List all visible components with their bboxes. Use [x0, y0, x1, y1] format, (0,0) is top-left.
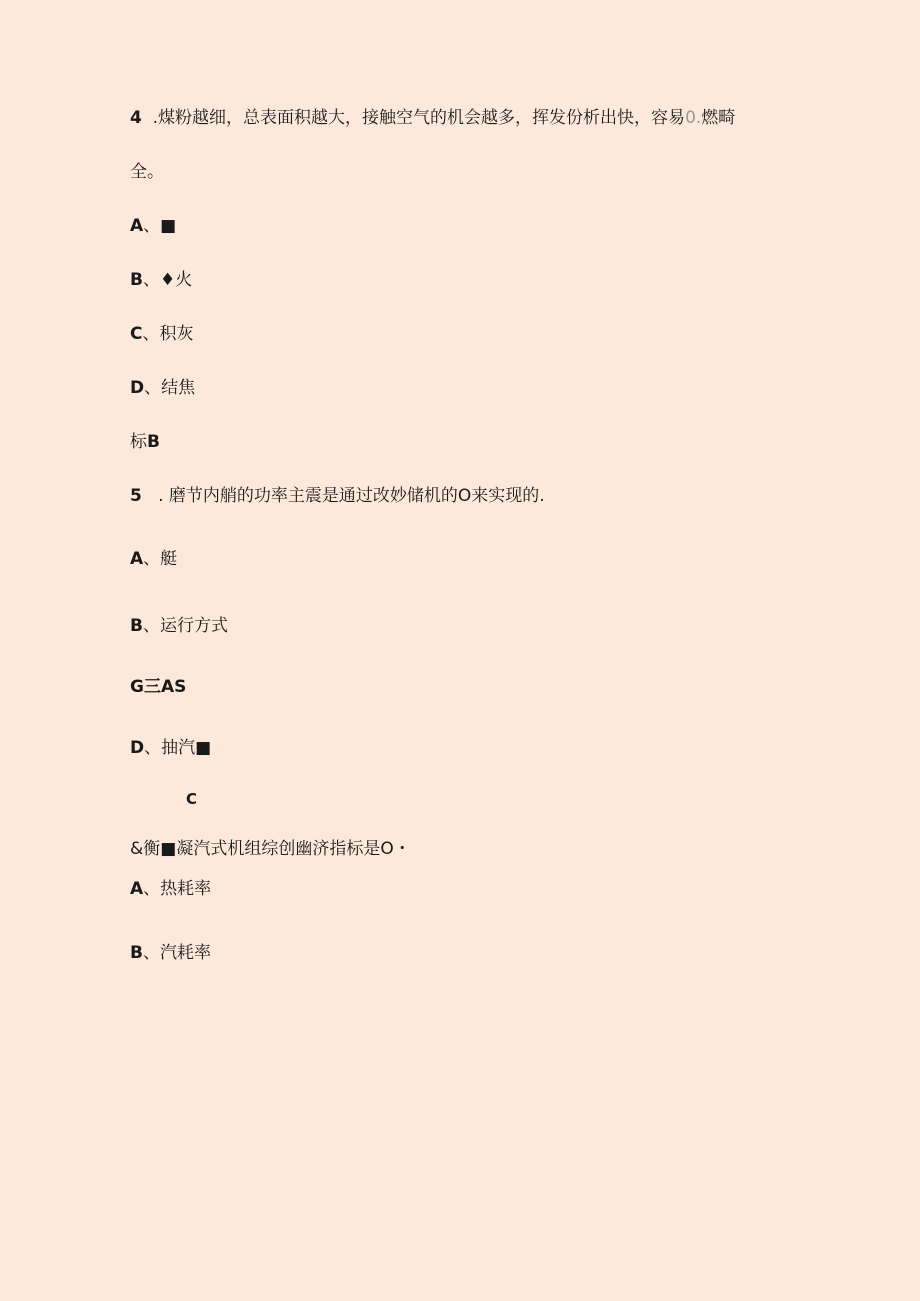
option-letter: B — [130, 616, 143, 636]
option-text: 结焦 — [161, 378, 196, 398]
option-sep: 、 — [143, 216, 161, 236]
option-text: 艇 — [160, 549, 178, 569]
question-4-stem — [130, 107, 735, 129]
option-a — [130, 215, 176, 237]
answer-prefix: 标 — [130, 432, 147, 452]
option-sep: 、 — [143, 549, 161, 569]
question-number: 4 — [130, 108, 142, 128]
option-b — [130, 269, 192, 291]
option-b — [130, 615, 228, 637]
option-text: 汽耗率 — [159, 943, 211, 963]
option-sep: 、 — [142, 943, 160, 963]
option-text: 运行方式 — [159, 616, 228, 636]
option-sep: 、 — [142, 324, 160, 344]
question-4-stem-continued: 全。 — [130, 162, 164, 182]
question-text: .煤粉越细，总表面积越大，接触空气的机会越多，挥发份析出快，容易 — [152, 108, 686, 128]
option-letter: D — [130, 378, 145, 398]
option-sep: 、 — [142, 616, 160, 636]
answer-value: B — [147, 432, 160, 452]
answer-value: C — [186, 790, 198, 808]
question-text: . 磨节内艄的功率主震是通过改妙储机的O来实现的. — [158, 486, 545, 506]
question-blank: 0. — [685, 108, 702, 128]
option-sep: 、 — [143, 879, 161, 899]
option-b — [130, 942, 211, 964]
option-letter: D — [130, 738, 145, 758]
option-sep: 、 — [142, 270, 160, 290]
option-text: 积灰 — [159, 324, 194, 344]
question-text-end: 燃畸 — [701, 108, 736, 128]
option-sep: 、 — [144, 378, 162, 398]
option-letter: B — [130, 270, 143, 290]
option-a — [130, 548, 177, 570]
option-letter: A — [130, 879, 144, 899]
option-text: 热耗率 — [160, 879, 212, 899]
option-c — [130, 323, 193, 345]
option-sep: 、 — [144, 738, 162, 758]
option-letter: A — [130, 216, 144, 236]
option-d — [130, 737, 211, 759]
option-letter: A — [130, 549, 144, 569]
answer-line — [130, 431, 160, 453]
option-letter: G — [130, 677, 144, 697]
option-text: ♦火 — [159, 270, 193, 290]
question-6-stem: &衡■凝汽式机组综创幽济指标是O・ — [130, 839, 411, 859]
option-text: ■ — [160, 216, 177, 236]
option-letter: C — [130, 324, 143, 344]
question-number: 5 — [130, 486, 142, 506]
option-text: 三AS — [143, 677, 187, 697]
question-5-stem — [130, 485, 545, 507]
option-a — [130, 878, 211, 900]
option-d — [130, 377, 195, 399]
option-text: 抽汽■ — [161, 738, 212, 758]
option-letter: B — [130, 943, 143, 963]
option-c — [130, 676, 186, 698]
